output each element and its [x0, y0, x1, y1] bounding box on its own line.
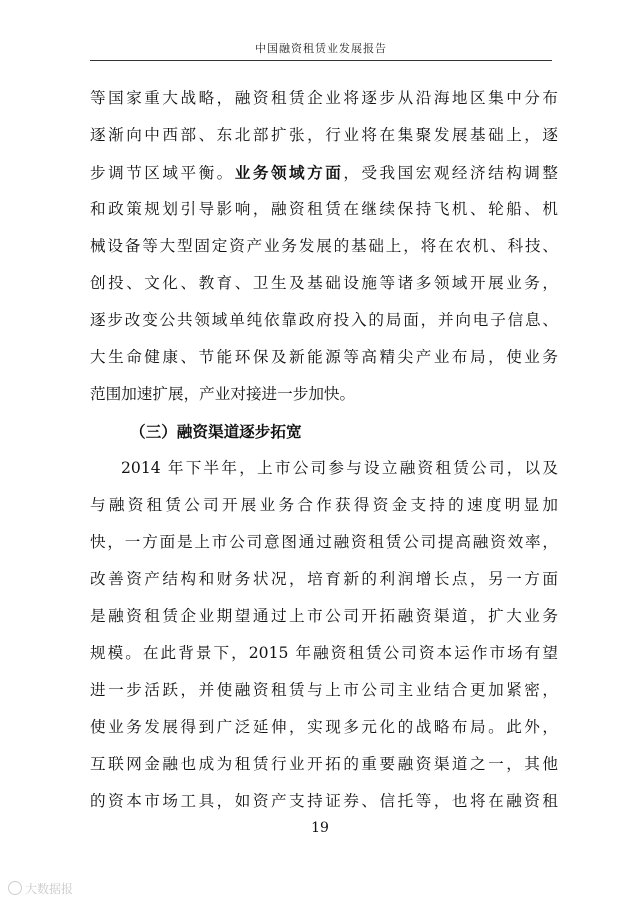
- paragraph-line: 逐步改变公共领域单纯依靠政府投入的局面，并向电子信息、: [90, 311, 558, 329]
- page-number: 19: [311, 820, 329, 836]
- paragraph-line: 创投、文化、教育、卫生及基础设施等诸多领域开展业务，: [90, 274, 558, 292]
- running-header: 中国融资租赁业发展报告: [255, 42, 387, 55]
- watermark: [8, 880, 73, 897]
- paragraph-line: 等国家重大战略，融资租赁企业将逐步从沿海地区集中分布: [90, 89, 558, 107]
- section-heading: （三）融资渠道逐步拓宽: [130, 422, 302, 441]
- paragraph-line: 和政策规划引导影响，融资租赁在继续保持飞机、轮船、机: [90, 200, 558, 218]
- paragraph-line: 大生命健康、节能环保及新能源等高精尖产业布局，使业务: [90, 348, 558, 366]
- paragraph-line: 与融资租赁公司开展业务合作获得资金支持的速度明显加: [90, 496, 558, 514]
- paragraph-line: [90, 154, 558, 191]
- watermark-logo-icon: [8, 881, 22, 895]
- watermark-text: 大数据报: [25, 882, 74, 896]
- paragraph-line: 规模。在此背景下，2015 年融资租赁公司资本运作市场有望: [90, 644, 558, 662]
- paragraph-line: 是融资租赁企业期望通过上市公司开拓融资渠道，扩大业务: [90, 607, 558, 625]
- paragraph-line: 快，一方面是上市公司意图通过融资租赁公司提高融资效率，: [90, 533, 558, 551]
- paragraph-line: 使业务发展得到广泛延伸，实现多元化的战略布局。此外，: [90, 718, 558, 736]
- paragraph-line: 进一步活跃，并使融资租赁与上市公司主业结合更加紧密，: [90, 681, 558, 699]
- header-divider: [90, 60, 552, 61]
- paragraph-line: 械设备等大型固定资产业务发展的基础上，将在农机、科技、: [90, 237, 558, 255]
- text-run: ，受我国宏观经济结构调整: [343, 164, 558, 182]
- paragraph-line: 2014 年下半年，上市公司参与设立融资租赁公司，以及: [121, 459, 558, 477]
- page-body: [90, 80, 558, 820]
- paragraph-line: 范围加速扩展，产业对接进一步加快。: [90, 385, 356, 403]
- bold-term: 业务领域方面: [234, 163, 344, 182]
- paragraph-line: 的资本市场工具，如资产支持证券、信托等，也将在融资租: [90, 792, 558, 810]
- paragraph-line: 逐渐向中西部、东北部扩张，行业将在集聚发展基础上，逐: [90, 126, 558, 144]
- paragraph-line: 互联网金融也成为租赁行业开拓的重要融资渠道之一，其他: [90, 755, 558, 773]
- paragraph-line: 改善资产结构和财务状况，培育新的利润增长点，另一方面: [90, 570, 558, 588]
- text-run: 步调节区域平衡。: [90, 164, 235, 182]
